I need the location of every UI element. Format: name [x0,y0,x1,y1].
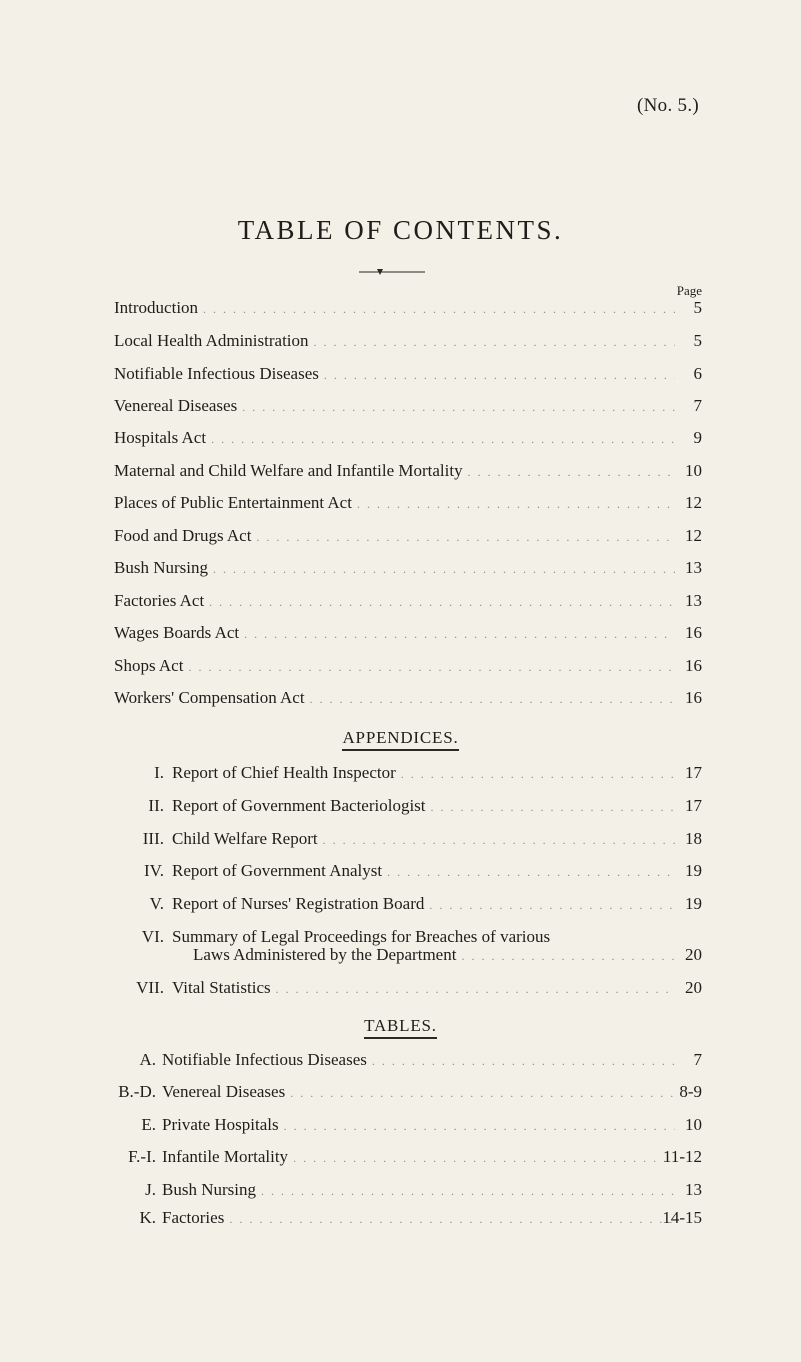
toc-entry-page: 5 [693,298,702,317]
appendix-entry [0,977,801,999]
appendix-entry-continued [0,944,801,966]
table-label: Private Hospitals . . . [162,1114,675,1137]
table-entry [0,1146,801,1168]
toc-entry-label: Notifiable Infectious Diseases . . . [114,363,675,386]
toc-entry [0,460,801,482]
appendix-page: 19 [685,894,702,913]
toc-entry-label: Places of Public Entertainment Act . . . [114,492,675,515]
toc-entry-label: Bush Nursing . . . [114,557,675,580]
appendix-label: Report of Nurses' Registration Board . . . [172,893,675,916]
appendix-number: III. [142,829,164,848]
table-label: Factories . . . [162,1207,675,1230]
table-letter: F.-I. [128,1147,156,1166]
table-letter: A. [139,1050,156,1069]
toc-entry-page: 9 [693,428,702,447]
table-letter: K. [139,1208,156,1227]
table-page: 14-15 [662,1208,702,1227]
toc-entry [0,492,801,514]
toc-entry-page: 16 [685,656,702,675]
appendix-label: Report of Chief Health Inspector . . . [172,762,675,785]
table-label: Bush Nursing . . . [162,1179,675,1202]
ornament-divider [357,268,427,276]
toc-entry-label: Introduction . . . [114,297,675,320]
appendix-label: Laws Administered by the Department . . . [193,944,675,967]
toc-entry-page: 5 [693,331,702,350]
toc-entry [0,687,801,709]
table-page: 11-12 [662,1147,702,1166]
toc-entry [0,363,801,385]
table-letter: E. [141,1115,156,1134]
toc-entry [0,395,801,417]
toc-entry-label: Local Health Administration . . . [114,330,675,353]
appendix-label: Report of Government Bacteriologist . . . [172,795,675,818]
table-entry [0,1081,801,1103]
toc-entry-label: Food and Drugs Act . . . [114,525,675,548]
appendix-number: II. [148,796,164,815]
toc-entry-label: Wages Boards Act . . . [114,622,675,645]
toc-entry [0,427,801,449]
toc-entry [0,330,801,352]
page-column-header: Page [676,283,702,298]
appendices-heading: APPENDICES. [0,728,801,751]
appendix-number: VII. [136,978,164,997]
table-page: 13 [685,1180,702,1199]
appendix-label: Report of Government Analyst . . . [172,860,675,883]
appendix-number: V. [149,894,164,913]
toc-entry-page: 13 [685,558,702,577]
table-label: Venereal Diseases . . . [162,1081,675,1104]
table-page: 8-9 [679,1082,702,1101]
appendix-number: IV. [144,861,164,880]
toc-entry-label: Hospitals Act . . . [114,427,675,450]
toc-entry-label: Venereal Diseases . . . [114,395,675,418]
toc-entry [0,622,801,644]
appendix-number: I. [154,763,164,782]
toc-entry-page: 6 [693,364,702,383]
appendix-label: Vital Statistics . . . [172,977,675,1000]
table-entry [0,1114,801,1136]
toc-entry-label: Shops Act . . . [114,655,675,678]
document-number: (No. 5.) [637,95,700,116]
table-letter: B.-D. [118,1082,156,1101]
appendix-page: 17 [685,763,702,782]
toc-entry [0,655,801,677]
appendix-page: 20 [685,978,702,997]
toc-entry-page: 16 [685,623,702,642]
table-page: 10 [685,1115,702,1134]
toc-entry-page: 7 [693,396,702,415]
table-label: Infantile Mortality . . . [162,1146,675,1169]
appendix-page: 17 [685,796,702,815]
toc-entry-label: Maternal and Child Welfare and Infantile Mortality . . . [114,460,675,483]
table-page: 7 [693,1050,702,1069]
appendix-number: VI. [141,927,164,946]
appendix-page: 20 [685,945,702,964]
table-letter: J. [145,1180,156,1199]
appendix-entry [0,828,801,850]
toc-entry-label: Workers' Compensation Act . . . [114,687,675,710]
toc-entry [0,297,801,319]
appendix-entry [0,795,801,817]
toc-entry-page: 12 [685,493,702,512]
appendix-label: Child Welfare Report . . . [172,828,675,851]
toc-entry [0,590,801,612]
toc-entry [0,557,801,579]
appendix-label-line1: Summary of Legal Proceedings for Breaches of various [172,927,551,946]
table-entry [0,1049,801,1071]
appendix-page: 19 [685,861,702,880]
toc-entry-label: Factories Act . . . [114,590,675,613]
toc-entry-page: 16 [685,688,702,707]
toc-entry-page: 13 [685,591,702,610]
toc-entry-page: 12 [685,526,702,545]
toc-entry [0,525,801,547]
tables-heading: TABLES. [0,1016,801,1039]
toc-entry-page: 10 [685,461,702,480]
appendix-entry [0,860,801,882]
page-title: TABLE OF CONTENTS. [237,215,564,245]
appendix-page: 18 [685,829,702,848]
appendix-entry [0,893,801,915]
table-label: Notifiable Infectious Diseases . . . [162,1049,675,1072]
appendix-entry [0,762,801,784]
table-entry [0,1207,801,1229]
table-entry [0,1179,801,1201]
